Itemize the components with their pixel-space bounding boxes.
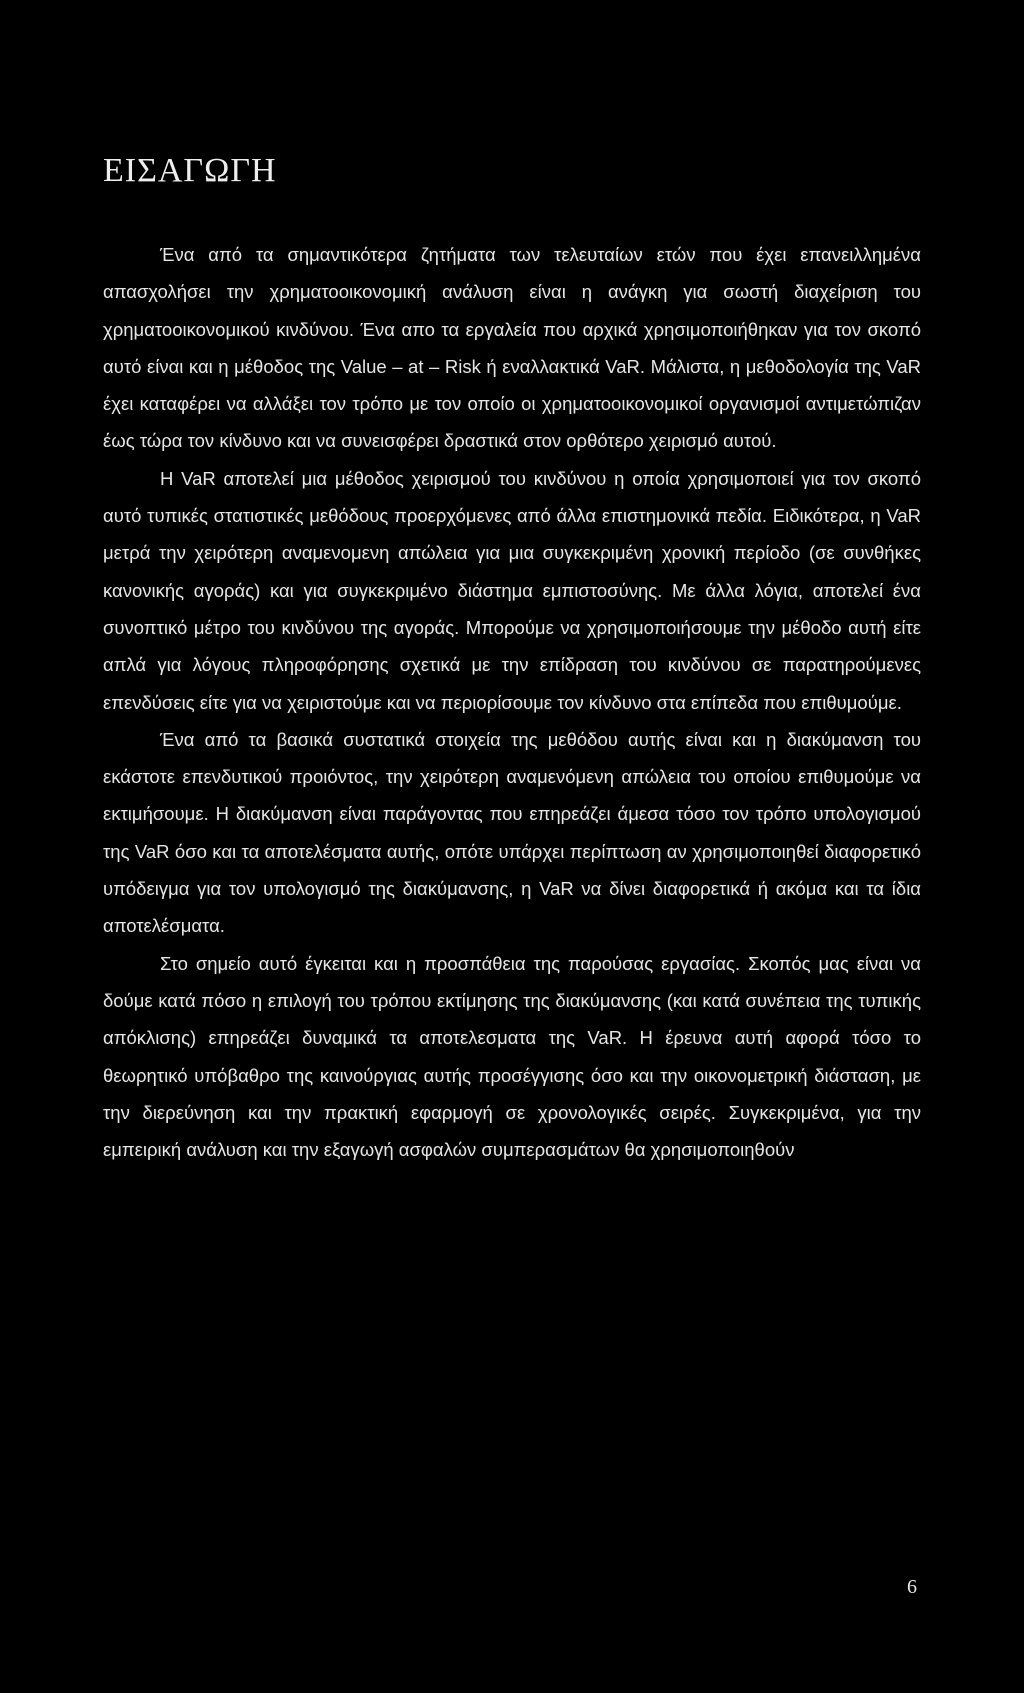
paragraph-4: Στο σημείο αυτό έγκειται και η προσπάθεια της παρούσας εργασίας. Σκοπός μας είναι να δούμε κατά πόσο η επιλογή του τρόπου εκτίμησης της διακύμανσης (και κατά συνέπεια της τυπικής απόκλισης) επηρεάζει δυναμικά τα αποτελεσματα της VaR. Η έρευνα αυτή αφορά τόσο το θεωρητικό υπόβαθρο της καινούργιας αυτής προσέγγισης όσο και την οικονομετρική διάσταση, με την διερεύνηση και την πρακτική εφαρμογή σε χρονολογικές σειρές. Συγκεκριμένα, για την εμπειρική ανάλυση και την εξαγωγή ασφαλών συμπερασμάτων θα χρησιμοποιηθούν (103, 952, 921, 1161)
page-number: 6 (907, 1576, 917, 1598)
paragraph-1: Ένα από τα σημαντικότερα ζητήματα των τελευταίων ετών που έχει επανειλλημένα απασχολήσει την χρηματοοικονομική ανάλυση είναι η ανάγκη για σωστή διαχείριση του χρηματοοικονομικού κινδύνου. Ένα απο τα εργαλεία που αρχικά χρησιμοποιήθηκαν για τον σκοπό αυτό είναι και η μέθοδος της Value – at – Risk ή εναλλακτικά VaR. Μάλιστα, η μεθοδολογία της VaR έχει καταφέρει να αλλάξει τον τρόπο με τον οποίο οι χρηματοοικονομικοί οργανισμοί αντιμετώπιζαν έως τώρα τον κίνδυνο και να συνεισφέρει δραστικά στον ορθότερο χειρισμό αυτού. (103, 244, 921, 452)
paragraph-3: Ένα από τα βασικά συστατικά στοιχεία της μεθόδου αυτής είναι και η διακύμανση του εκάστοτε επενδυτικού προιόντος, την χειρότερη αναμενόμενη απώλεια του οποίου επιθυμούμε να εκτιμήσουμε. Η διακύμανση είναι παράγοντας που επηρεάζει άμεσα τόσο τον τρόπο υπολογισμού της VaR όσο και τα αποτελέσματα αυτής, οπότε υπάρχει περίπτωση αν χρησιμοποιηθεί διαφορετικό υπόδειγμα για τον υπολογισμό της διακύμανσης, η VaR να δίνει διαφορετικά ή ακόμα και τα ίδια αποτελέσματα. (103, 728, 921, 937)
paragraph-2: Η VaR αποτελεί μια μέθοδος χειρισμού του κινδύνου η οποία χρησιμοποιεί για τον σκοπό αυτό τυπικές στατιστικές μεθόδους προερχόμενες από άλλα επιστημονικά πεδία. Ειδικότερα, η VaR μετρά την χειρότερη αναμενομενη απώλεια για μια συγκεκριμένη χρονική περίοδο (σε συνθήκες κανονικής αγοράς) και για συγκεκριμένο διάστημα εμπιστοσύνης. Με άλλα λόγια, αποτελεί ένα συνοπτικό μέτρο του κινδύνου της αγοράς. Μπορούμε να χρησιμοποιήσουμε την μέθοδο αυτή είτε απλά για λόγους πληροφόρησης σχετικά με την επίδραση του κινδύνου σε παρατηρούμενες επενδύσεις είτε για να χειριστούμε και να περιορίσουμε τον κίνδυνο στα επίπεδα που επιθυμούμε. (103, 467, 921, 713)
page-title: ΕΙΣΑΓΩΓΗ (103, 152, 277, 189)
body-text (103, 236, 921, 1168)
